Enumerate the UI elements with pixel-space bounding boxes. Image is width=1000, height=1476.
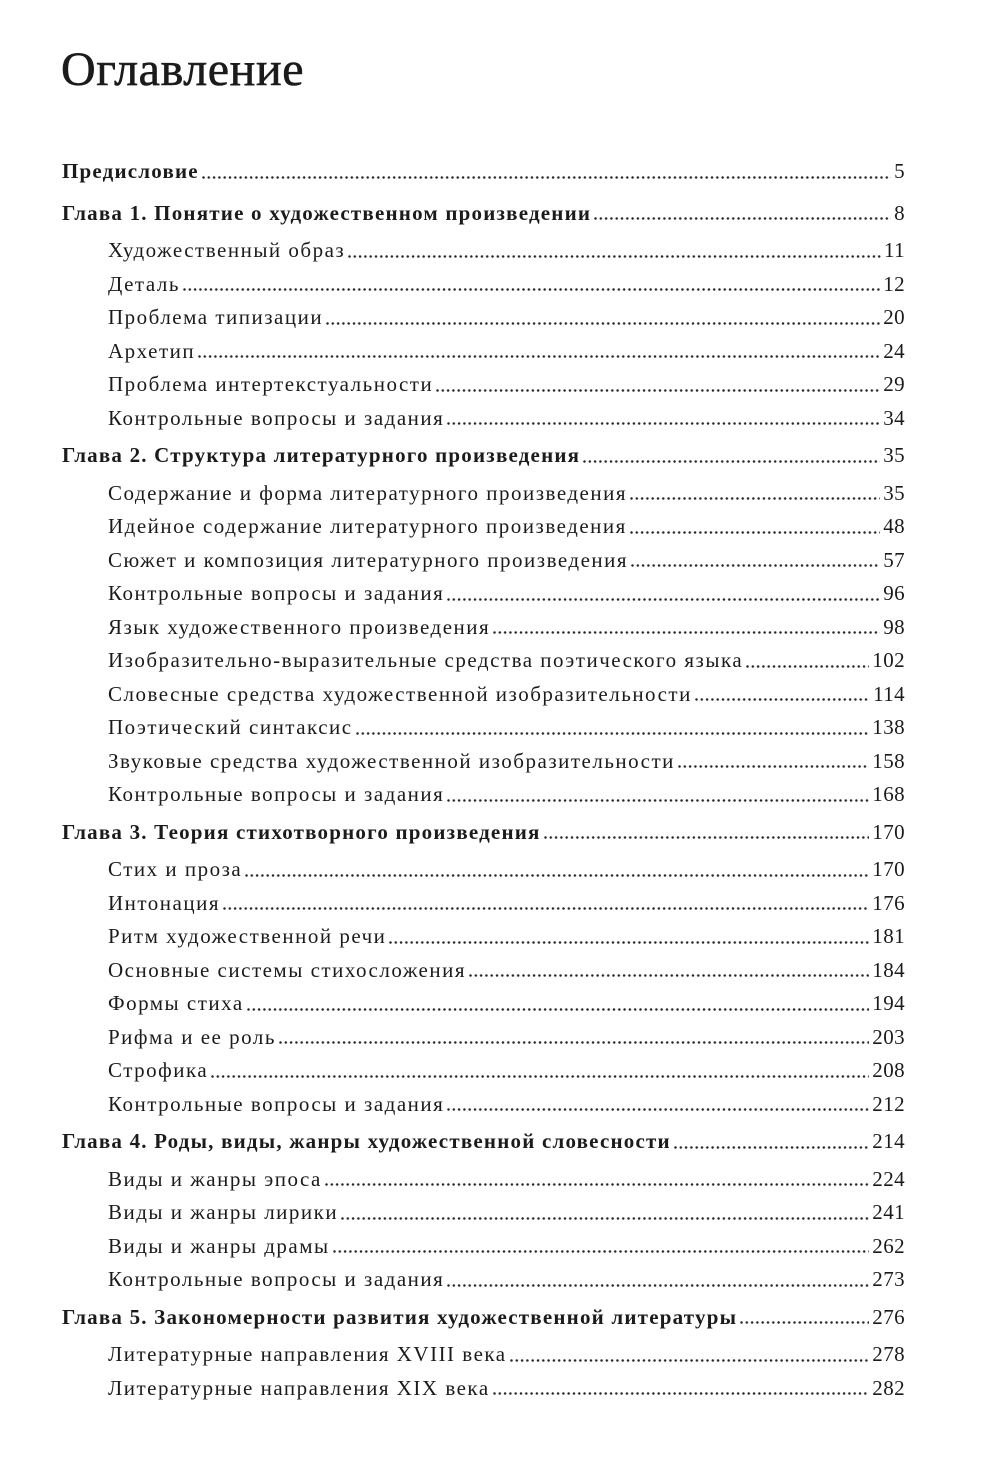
chapter-1-group <box>62 193 905 436</box>
entry-label: Словесные средства художественной изобразительности <box>108 681 692 706</box>
section-entry <box>62 1263 905 1297</box>
section-entry <box>62 577 905 611</box>
page-number: 158 <box>872 748 905 773</box>
page-number: 181 <box>872 924 905 948</box>
page-number: 170 <box>872 857 905 881</box>
section-entry <box>62 920 905 954</box>
page-title: Оглавление <box>61 43 305 96</box>
section-entry <box>62 778 905 812</box>
page-number: 48 <box>883 514 905 538</box>
chapter-4-group <box>62 1121 905 1297</box>
section-entry <box>62 711 905 745</box>
section-entry <box>62 402 905 436</box>
dot-leader <box>469 974 869 977</box>
page-number: 170 <box>872 819 905 844</box>
section-entry <box>62 234 905 268</box>
entry-label: Основные системы стихосложения <box>108 957 467 982</box>
section-entry <box>62 301 905 335</box>
entry-label: Глава 2. Структура литературного произведения <box>62 443 581 467</box>
page-number: 282 <box>872 1375 905 1400</box>
dot-leader <box>245 874 869 877</box>
section-entry <box>62 268 905 302</box>
dot-leader <box>594 217 891 220</box>
chapter-1-heading <box>62 193 905 235</box>
chapter-2-group <box>62 435 905 812</box>
page-number: 276 <box>872 1304 905 1329</box>
entry-label: Контрольные вопросы и задания <box>108 581 445 605</box>
dot-leader <box>356 732 870 735</box>
section-entry <box>62 1054 905 1088</box>
dot-leader <box>325 1183 869 1186</box>
entry-label: Сюжет и композиция литературного произведения <box>108 547 629 572</box>
section-entry <box>62 1163 905 1197</box>
dot-leader <box>202 176 891 179</box>
chapter-5-heading <box>62 1297 905 1339</box>
page-number: 241 <box>872 1200 905 1224</box>
chapter-4-heading <box>62 1121 905 1163</box>
entry-label: Глава 4. Роды, виды, жанры художественной словесности <box>62 1129 671 1153</box>
page-number: 262 <box>872 1233 905 1258</box>
page-number: 224 <box>872 1166 905 1191</box>
entry-label: Звуковые средства художественной изобразительности <box>108 748 675 773</box>
dot-leader <box>678 765 869 768</box>
chapter-3-heading <box>62 812 905 854</box>
section-entry <box>62 477 905 511</box>
entry-label: Контрольные вопросы и задания <box>108 405 445 430</box>
entry-label: Контрольные вопросы и задания <box>108 1091 445 1116</box>
entry-label: Архетип <box>108 338 196 363</box>
page-number: 168 <box>872 782 905 806</box>
section-entry <box>62 1021 905 1055</box>
dot-leader <box>447 799 869 802</box>
entry-label: Глава 3. Теория стихотворного произведения <box>62 819 541 844</box>
dot-leader <box>631 564 880 567</box>
dot-leader <box>333 1250 870 1253</box>
dot-leader <box>389 941 869 944</box>
section-entry <box>62 954 905 988</box>
entry-label: Стих и проза <box>108 857 243 881</box>
section-entry <box>62 644 905 678</box>
dot-leader <box>447 1284 869 1287</box>
dot-leader <box>746 665 869 668</box>
page-number: 8 <box>894 200 905 225</box>
section-entry <box>62 1088 905 1122</box>
section-entry <box>62 510 905 544</box>
page-number: 20 <box>883 305 905 329</box>
page-number: 176 <box>872 890 905 915</box>
page-number: 96 <box>883 581 905 605</box>
page-number: 273 <box>872 1267 905 1291</box>
dot-leader <box>183 288 880 291</box>
page-number: 35 <box>883 480 905 505</box>
chapter-5-group <box>62 1297 905 1406</box>
dot-leader <box>447 422 880 425</box>
entry-label: Поэтический синтаксис <box>108 715 353 739</box>
entry-label: Виды и жанры драмы <box>108 1233 330 1258</box>
page-number: 35 <box>883 443 905 467</box>
page-number: 184 <box>872 957 905 982</box>
dot-leader <box>583 460 880 463</box>
section-entry <box>62 335 905 369</box>
section-entry <box>62 887 905 921</box>
entry-label: Проблема типизации <box>108 305 324 329</box>
dot-leader <box>447 598 880 601</box>
dot-leader <box>341 1217 869 1220</box>
page-number: 208 <box>872 1058 905 1082</box>
table-of-contents <box>62 151 905 1405</box>
dot-leader <box>740 1321 869 1324</box>
dot-leader <box>211 1075 869 1078</box>
section-entry <box>62 544 905 578</box>
entry-label: Литературные направления XVIII века <box>108 1342 507 1366</box>
entry-label: Литературные направления XIX века <box>108 1375 490 1400</box>
dot-leader <box>674 1146 869 1149</box>
page-number: 114 <box>873 681 905 706</box>
entry-label: Язык художественного произведения <box>108 614 491 639</box>
entry-label: Изобразительно-выразительные средства поэтического языка <box>108 648 744 672</box>
page-number: 11 <box>883 238 905 262</box>
dot-leader <box>544 836 870 839</box>
page-number: 212 <box>872 1091 905 1116</box>
dot-leader <box>326 322 880 325</box>
entry-label: Идейное содержание литературного произведения <box>108 514 627 538</box>
entry-label: Виды и жанры эпоса <box>108 1166 322 1191</box>
dot-leader <box>493 631 880 634</box>
page-number: 194 <box>872 991 905 1015</box>
dot-leader <box>630 497 880 500</box>
section-entry <box>62 1196 905 1230</box>
dot-leader <box>198 355 880 358</box>
section-entry <box>62 745 905 779</box>
section-entry <box>62 1338 905 1372</box>
section-entry <box>62 611 905 645</box>
entry-label: Ритм художественной речи <box>108 924 387 948</box>
page-number: 57 <box>883 547 905 572</box>
section-entry <box>62 1372 905 1406</box>
page-number: 98 <box>883 614 905 639</box>
page-number: 12 <box>883 271 905 296</box>
section-entry <box>62 678 905 712</box>
entry-label: Содержание и форма литературного произведения <box>108 480 627 505</box>
dot-leader <box>493 1392 870 1395</box>
dot-leader <box>510 1359 870 1362</box>
dot-leader <box>348 255 881 258</box>
entry-label: Строфика <box>108 1058 209 1082</box>
entry-label: Деталь <box>108 271 180 296</box>
section-entry <box>62 853 905 887</box>
entry-label: Виды и жанры лирики <box>108 1200 339 1224</box>
page-number: 214 <box>872 1129 905 1153</box>
entry-label: Рифма и ее роль <box>108 1024 276 1049</box>
page-number: 29 <box>883 372 905 396</box>
section-entry <box>62 987 905 1021</box>
dot-leader <box>695 698 870 701</box>
entry-label: Контрольные вопросы и задания <box>108 1267 445 1291</box>
entry-label: Предисловие <box>62 159 199 183</box>
entry-label: Формы стиха <box>108 991 244 1015</box>
dot-leader <box>247 1008 870 1011</box>
dot-leader <box>223 907 869 910</box>
entry-label: Глава 5. Закономерности развития художественной литературы <box>62 1304 738 1329</box>
page-number: 203 <box>872 1024 905 1049</box>
chapter-3-group <box>62 812 905 1122</box>
page-number: 5 <box>894 159 905 183</box>
dot-leader <box>279 1041 869 1044</box>
dot-leader <box>436 389 880 392</box>
page-number: 278 <box>872 1342 905 1366</box>
entry-label: Интонация <box>108 890 220 915</box>
page-number: 34 <box>883 405 905 430</box>
entry-label: Контрольные вопросы и задания <box>108 782 445 806</box>
page-number: 24 <box>883 338 905 363</box>
page-number: 138 <box>872 715 905 739</box>
page-number: 102 <box>872 648 905 672</box>
chapter-2-heading <box>62 435 905 477</box>
section-entry <box>62 368 905 402</box>
section-entry <box>62 1230 905 1264</box>
entry-label: Проблема интертекстуальности <box>108 372 434 396</box>
toc-entry-preface <box>62 151 905 193</box>
entry-label: Художественный образ <box>108 238 346 262</box>
entry-label: Глава 1. Понятие о художественном произведении <box>62 200 592 225</box>
dot-leader <box>630 531 880 534</box>
dot-leader <box>447 1108 869 1111</box>
